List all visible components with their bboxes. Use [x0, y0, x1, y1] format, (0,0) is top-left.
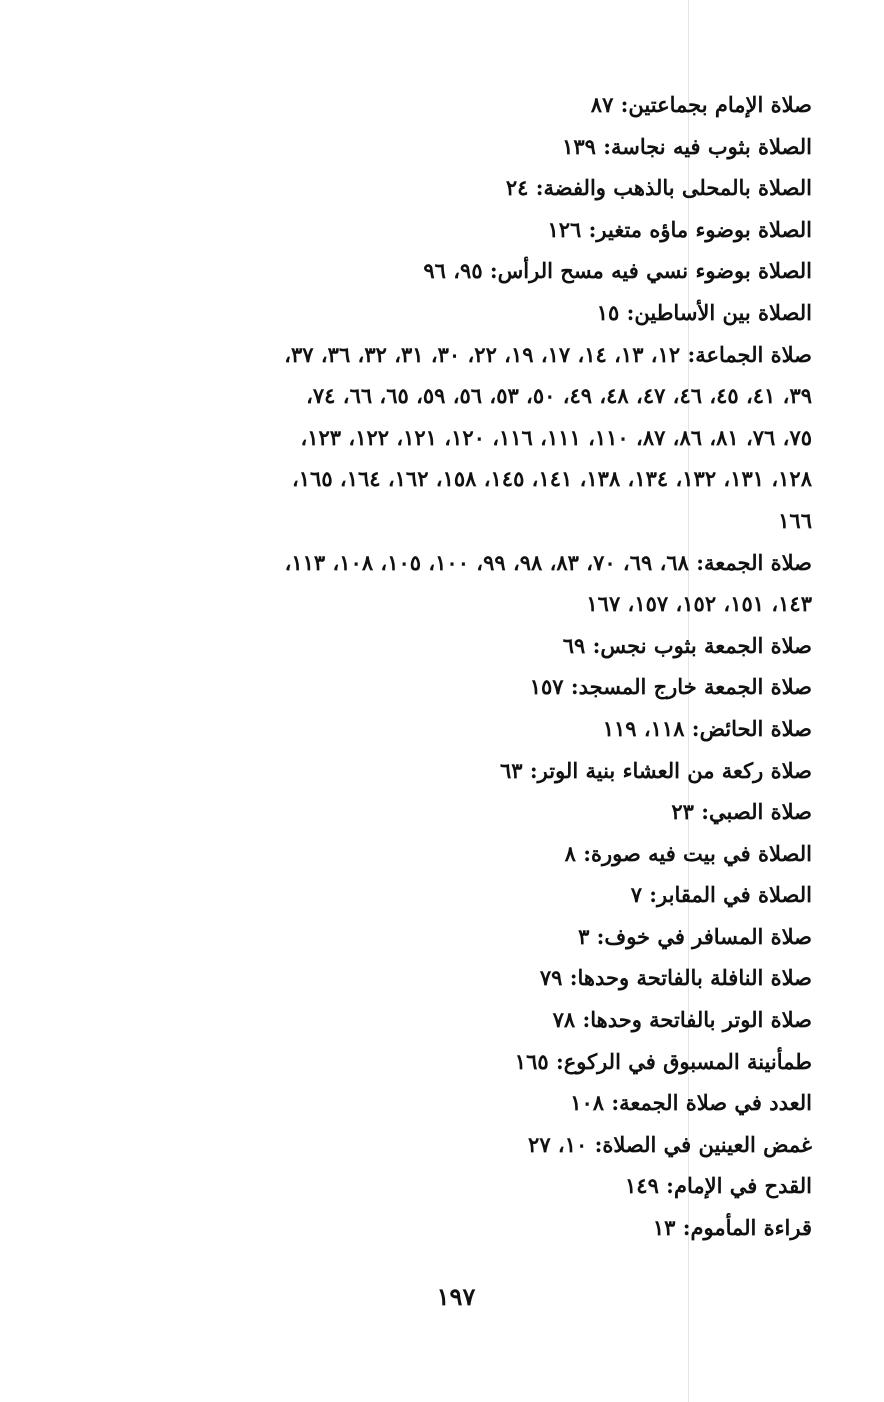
index-entry-line: صلاة ركعة من العشاء بنية الوتر: ٦٣	[500, 757, 812, 783]
index-entry	[112, 625, 812, 667]
index-entry-line: ١٤٣، ١٥١، ١٥٢، ١٥٧، ١٦٧	[586, 591, 812, 617]
index-entry-line: صلاة الإمام بجماعتين: ٨٧	[590, 92, 812, 117]
index-list	[112, 84, 812, 1249]
index-entry	[112, 916, 812, 958]
index-entry	[112, 1207, 812, 1249]
index-entry-line: صلاة المسافر في خوف: ٣	[578, 923, 812, 949]
index-entry	[112, 1082, 812, 1124]
index-entry-line: صلاة الجماعة: ١٢، ١٣، ١٤، ١٧، ١٩، ٢٢، ٣٠، ٣١، ٣٢، ٣٦، ٣٧،	[284, 341, 812, 367]
index-entry-line: الصلاة في بيت فيه صورة: ٨	[564, 840, 812, 866]
index-entry	[112, 209, 812, 251]
index-entry-line: قراءة المأموم: ١٣	[652, 1215, 812, 1241]
index-entry	[112, 791, 812, 833]
index-entry-line: صلاة الوتر بالفاتحة وحدها: ٧٨	[552, 1007, 812, 1033]
index-entry	[112, 1124, 812, 1166]
page-number: ١٩٧	[436, 1282, 476, 1311]
index-entry-line: ٣٩، ٤١، ٤٥، ٤٦، ٤٧، ٤٨، ٤٩، ٥٠، ٥٣، ٥٦، ٥٩، ٦٥، ٦٦، ٧٤،	[306, 383, 812, 409]
index-entry	[112, 292, 812, 334]
index-entry	[112, 957, 812, 999]
index-entry	[112, 542, 812, 625]
index-entry	[112, 666, 812, 708]
index-entry-line: ١٦٦	[778, 507, 812, 533]
index-entry-line: الصلاة بوضوء ماؤه متغير: ١٢٦	[547, 216, 812, 242]
index-entry	[112, 874, 812, 916]
index-entry	[112, 167, 812, 209]
index-entry	[112, 334, 812, 542]
index-entry	[112, 126, 812, 168]
index-entry	[112, 750, 812, 792]
index-entry-line: الصلاة في المقابر: ٧	[630, 882, 812, 908]
index-entry-line: صلاة الجمعة: ٦٨، ٦٩، ٧٠، ٨٣، ٩٨، ٩٩، ١٠٠، ١٠٥، ١٠٨، ١١٣،	[284, 549, 812, 575]
index-entry-line: صلاة النافلة بالفاتحة وحدها: ٧٩	[539, 965, 812, 991]
index-entry	[112, 250, 812, 292]
index-entry	[112, 1165, 812, 1207]
index-entry-line: الصلاة بين الأساطين: ١٥	[596, 299, 812, 325]
index-entry-line: الصلاة بثوب فيه نجاسة: ١٣٩	[562, 133, 812, 159]
index-entry-line: الصلاة بوضوء نسي فيه مسح الرأس: ٩٥، ٩٦	[423, 258, 812, 284]
index-entry	[112, 999, 812, 1041]
index-entry-line: ٧٥، ٧٦، ٨١، ٨٦، ٨٧، ١١٠، ١١١، ١١٦، ١٢٠، ١٢١، ١٢٢، ١٢٣،	[300, 424, 812, 450]
index-entry-line: العدد في صلاة الجمعة: ١٠٨	[570, 1090, 812, 1116]
index-entry-line: صلاة الجمعة بثوب نجس: ٦٩	[562, 632, 812, 658]
index-entry	[112, 708, 812, 750]
index-entry-line: غمض العينين في الصلاة: ١٠، ٢٧	[528, 1131, 812, 1157]
index-entry-line: صلاة الحائض: ١١٨، ١١٩	[602, 715, 812, 741]
index-entry-line: صلاة الجمعة خارج المسجد: ١٥٧	[529, 674, 812, 700]
index-entry	[112, 833, 812, 875]
index-entry-line: طمأنينة المسبوق في الركوع: ١٦٥	[514, 1048, 812, 1074]
index-entry-line: ١٢٨، ١٣١، ١٣٢، ١٣٤، ١٣٨، ١٤١، ١٤٥، ١٥٨، ١٦٢، ١٦٤، ١٦٥،	[292, 466, 812, 492]
index-entry-line: الصلاة بالمحلى بالذهب والفضة: ٢٤	[505, 175, 812, 201]
index-entry-line: صلاة الصبي: ٢٣	[671, 799, 812, 825]
index-entry	[112, 84, 812, 126]
index-entry	[112, 1041, 812, 1083]
index-entry-line: القدح في الإمام: ١٤٩	[625, 1173, 812, 1199]
